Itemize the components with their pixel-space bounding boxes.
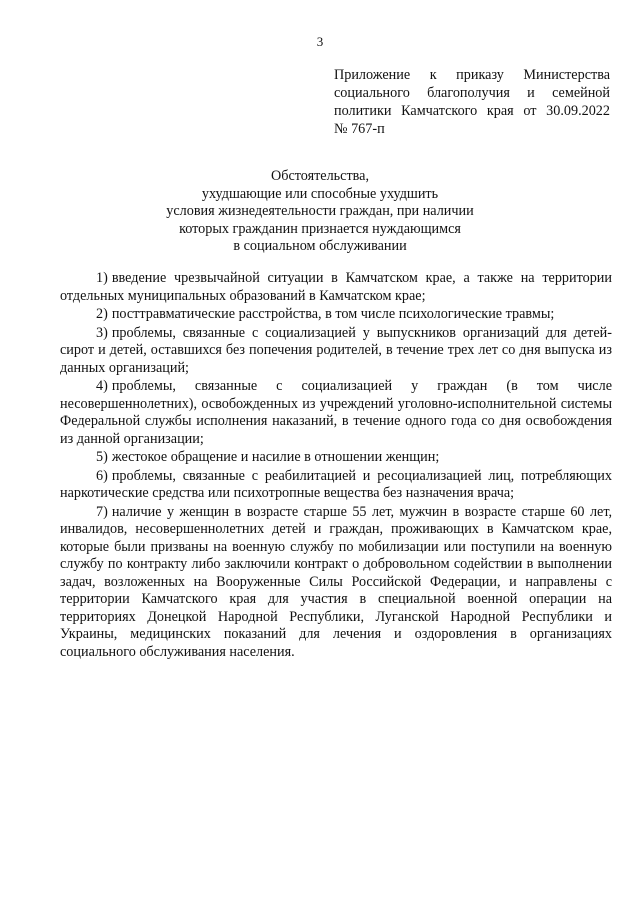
list-item [60,449,612,467]
item-number: 7) [96,503,108,520]
item-text: проблемы, связанные с социализацией у граждан (в том числе несовершеннолетних), освобожденных из учреждений уголовно-исполнительной системы Федеральной службы исполнения наказаний, в течение одного года со дня освобождения из данной организации; [60,378,612,447]
appendix-line: Приложение к приказу Министерства [334,67,610,83]
item-number: 2) [96,306,108,322]
appendix-header [334,66,610,138]
list-item [60,468,612,503]
item-text: введение чрезвычайной ситуации в Камчатском крае, а также на территории отдельных муниципальных образований в Камчатском крае; [60,270,612,304]
item-text: наличие у женщин в возрасте старше 55 лет, мужчин в возрасте старше 60 лет, инвалидов, несовершеннолетних детей и граждан, проживающих в Камчатском крае, которые были призваны на военную службу по мобилизации или поступили на военную службу по контракту либо заключили контракт о добровольном содействии в выполнении задач, возложенных на Вооруженные Силы Российской Федерации, и направлены с территории Камчатского края для участия в специальной военной операции на территориях Донецкой Народной Республики, Луганской Народной Республики и Украины, медицинских показаний для лечения и оздоровления в организациях социального обслуживания населения. [60,503,612,660]
item-number: 3) [96,324,108,341]
title-line: Обстоятельства, [270,168,370,184]
item-text: проблемы, связанные с реабилитацией и ресоциализацией лиц, потребляющих наркотические средства или психотропные вещества без назначения врача; [60,467,612,501]
item-number: 4) [96,378,108,394]
list-item [60,270,612,305]
document-title [0,168,640,256]
items-list [60,270,612,662]
title-line: условия жизнедеятельности граждан, при наличии [166,203,474,219]
appendix-line: № 767-п [334,121,385,137]
item-text: проблемы, связанные с социализацией у выпускников организаций для детей-сирот и детей, оставшихся без попечения родителей, в течение трех лет со дня выпуска из данных организаций; [60,324,612,376]
list-item [60,306,612,324]
list-item [60,325,612,378]
list-item [60,504,612,662]
item-number: 6) [96,467,108,484]
page-number: 3 [316,34,324,49]
item-text: посттравматические расстройства, в том числе психологические травмы; [111,306,555,322]
appendix-line: социального благополучия и семейной [334,85,610,101]
item-text: жестокое обращение и насилие в отношении женщин; [111,449,440,465]
title-line: ухудшающие или способные ухудшить [201,185,439,202]
title-line: в социальном обслуживании [233,238,407,254]
appendix-line: политики Камчатского края от 30.09.2022 [334,103,610,119]
list-item [60,378,612,448]
title-line: которых гражданин признается нуждающимся [179,220,461,237]
item-number: 1) [96,270,108,286]
item-number: 5) [96,449,108,465]
